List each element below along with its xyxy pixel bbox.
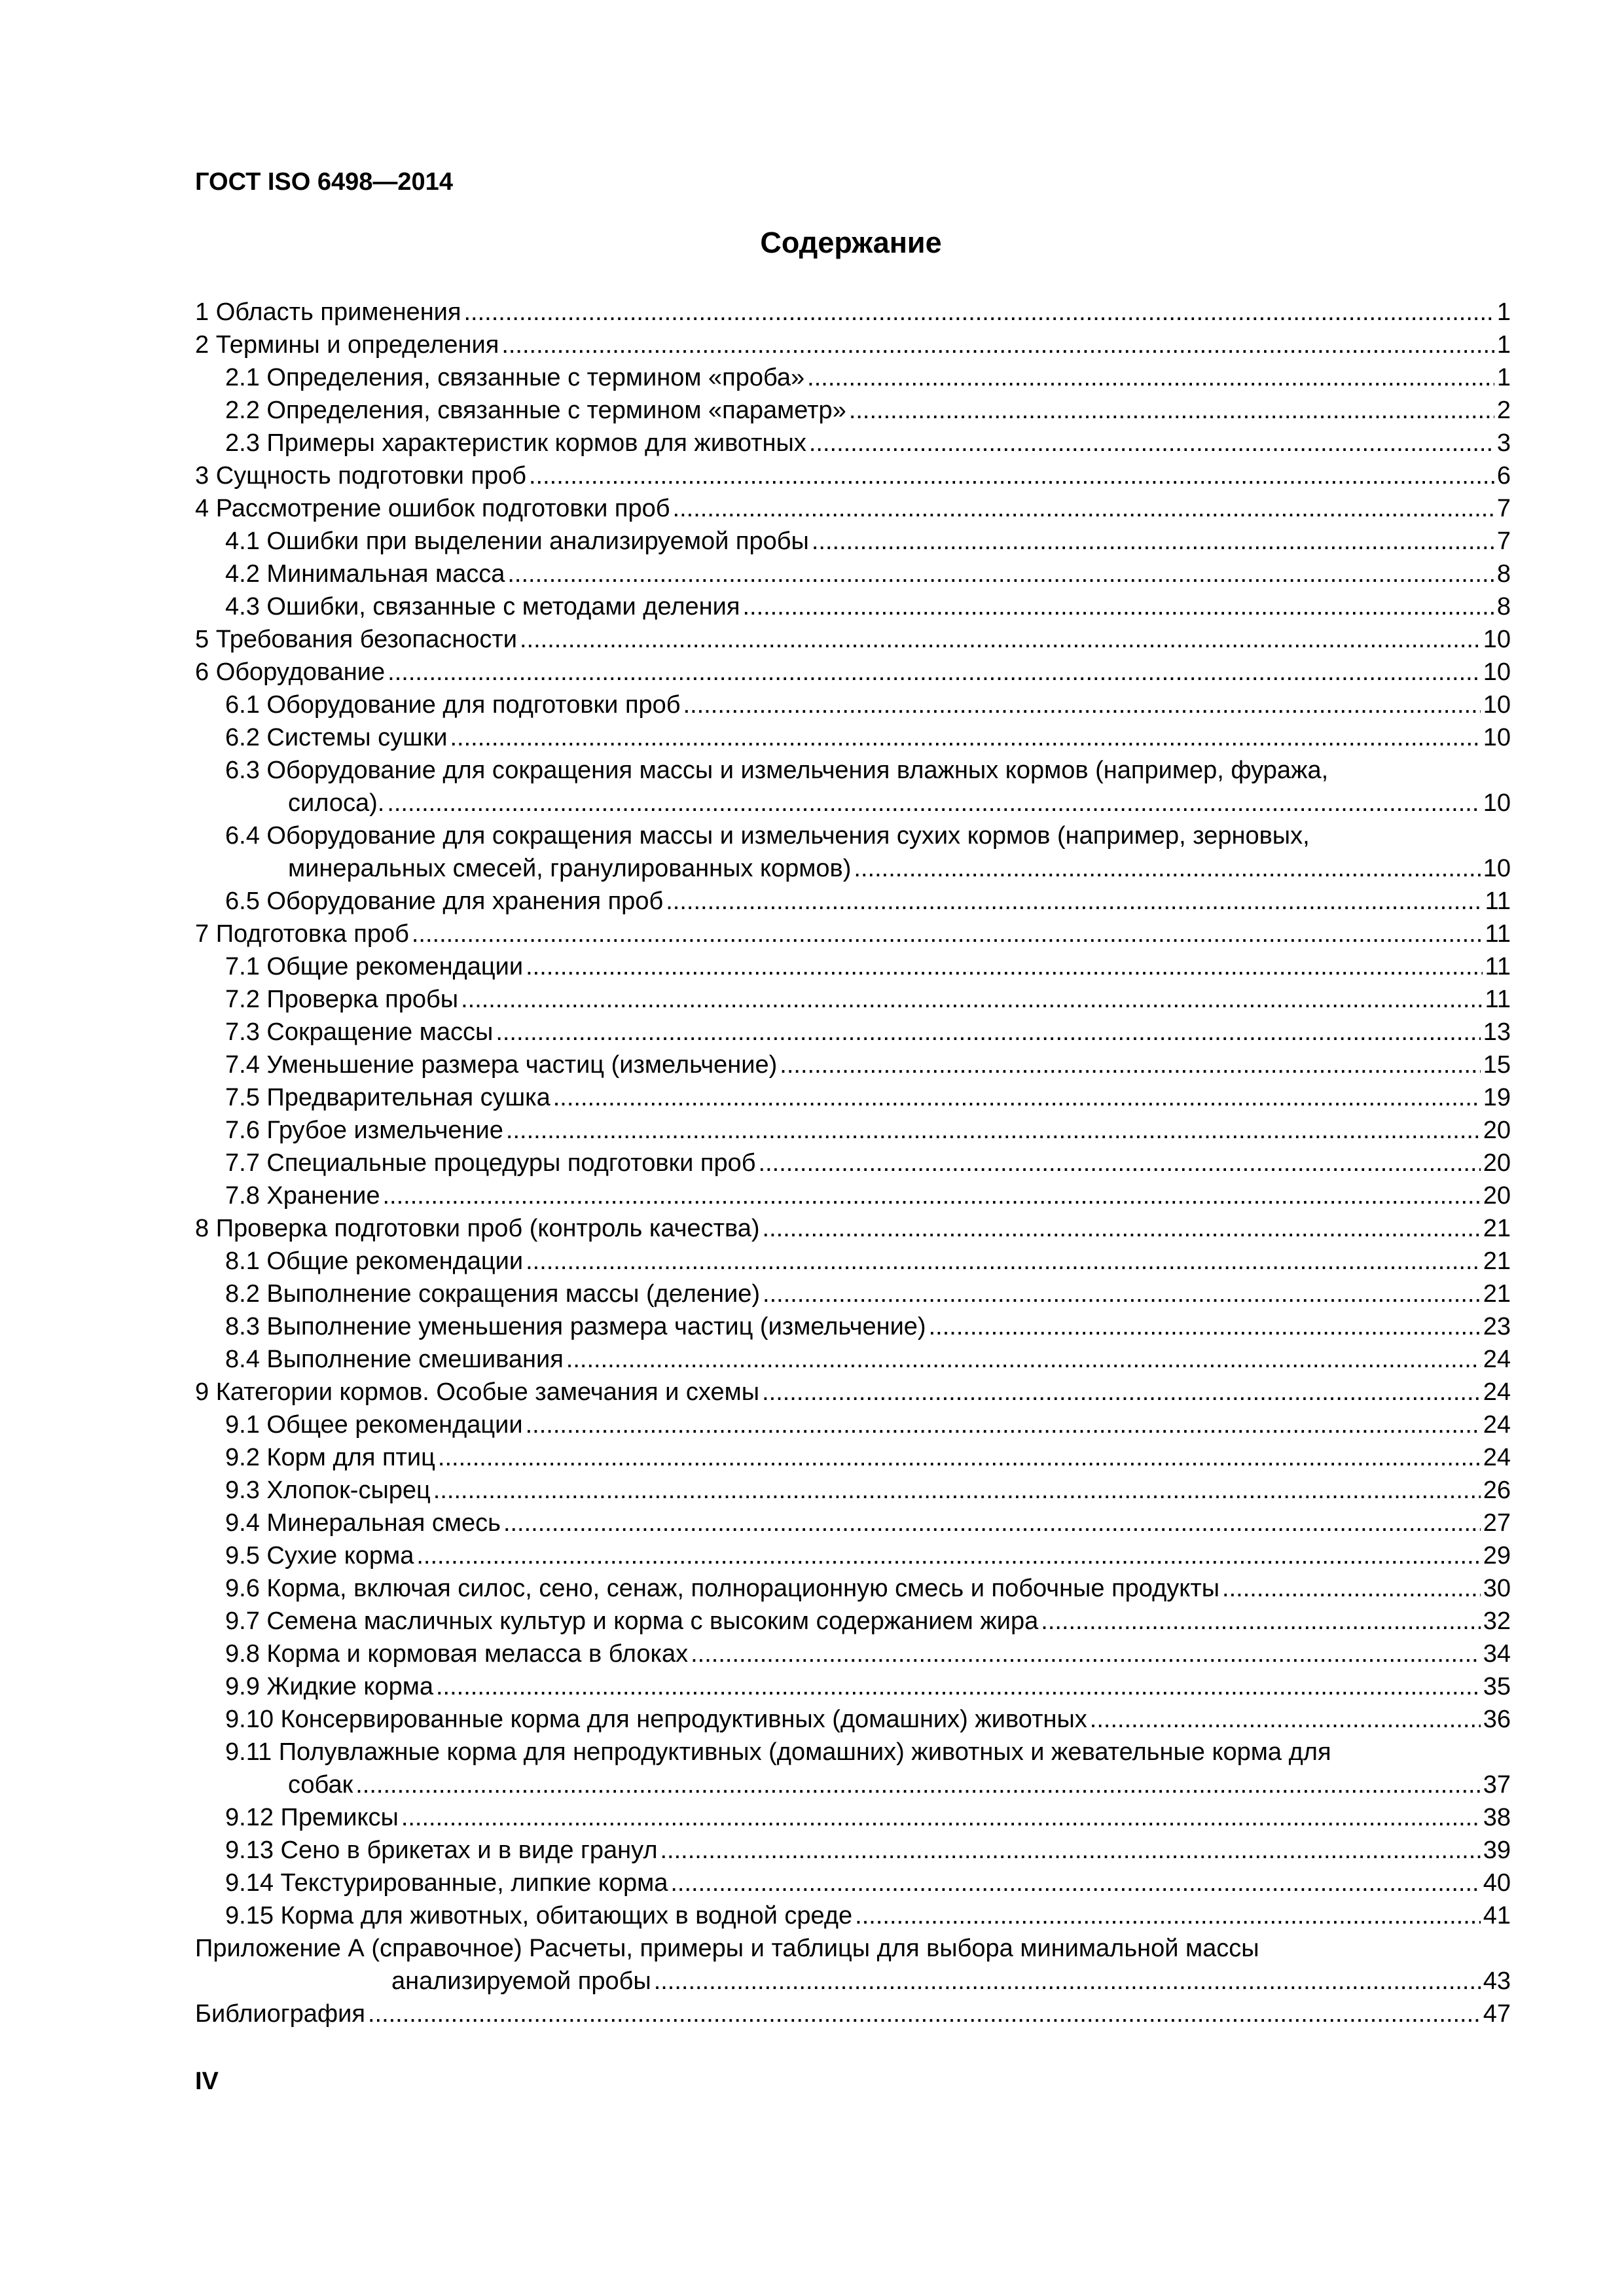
toc-entry[interactable] bbox=[195, 329, 1511, 361]
toc-entry[interactable] bbox=[195, 623, 1511, 656]
dot-leader bbox=[654, 1965, 1481, 1998]
dot-leader bbox=[526, 950, 1482, 983]
toc-entry-title: 4.3 Ошибки, связанные с методами деления bbox=[225, 593, 740, 620]
toc-entry-title: 4.1 Ошибки при выделении анализируемой пробы bbox=[225, 528, 809, 555]
toc-entry-page: 23 bbox=[1483, 1313, 1511, 1340]
toc-entry[interactable] bbox=[195, 1801, 1511, 1834]
toc-entry-row bbox=[195, 1801, 1511, 1834]
toc-entry-page: 1 bbox=[1496, 298, 1511, 326]
toc-entry-title: Библиография bbox=[195, 2000, 365, 2028]
dot-leader bbox=[433, 1474, 1481, 1507]
toc-entry-row bbox=[195, 1343, 1511, 1376]
toc-entry-title: 9.15 Корма для животных, обитающих в водной среде bbox=[225, 1902, 853, 1929]
toc-entry-line: Приложение А (справочное) Расчеты, примеры и таблицы для выбора минимальной массы bbox=[195, 1935, 1259, 1962]
toc-entry-title: 9.14 Текстурированные, липкие корма bbox=[225, 1869, 668, 1897]
toc-entry-title: 7 Подготовка проб bbox=[195, 920, 409, 948]
toc-entry-title: 4 Рассмотрение ошибок подготовки проб bbox=[195, 495, 670, 522]
toc-entry-page: 47 bbox=[1483, 2000, 1511, 2028]
toc-entry-page: 15 bbox=[1483, 1051, 1511, 1079]
toc-entry-row bbox=[195, 427, 1511, 459]
toc-entry-row bbox=[195, 885, 1511, 918]
toc-entry-title: 9.13 Сено в брикетах и в виде гранул bbox=[225, 1837, 658, 1864]
toc-entry-row bbox=[195, 296, 1511, 329]
toc-entry-title: 9.8 Корма и кормовая меласса в блоках bbox=[225, 1640, 689, 1668]
toc-entry[interactable] bbox=[195, 1343, 1511, 1376]
dot-leader bbox=[742, 590, 1494, 623]
dot-leader bbox=[412, 918, 1483, 950]
toc-entry[interactable] bbox=[195, 1474, 1511, 1507]
toc-entry-page: 11 bbox=[1485, 986, 1511, 1013]
toc-entry-title: 1 Область применения bbox=[195, 298, 461, 326]
toc-entry-row bbox=[195, 1899, 1511, 1932]
toc-entry[interactable] bbox=[195, 1867, 1511, 1899]
toc-entry-title: 7.7 Специальные процедуры подготовки проб bbox=[225, 1149, 756, 1177]
toc-entry-row bbox=[195, 492, 1511, 525]
toc-entry-page: 27 bbox=[1483, 1509, 1511, 1537]
toc-entry-title: 6 Оборудование bbox=[195, 658, 386, 686]
dot-leader bbox=[526, 1408, 1481, 1441]
toc-entry-page: 7 bbox=[1496, 528, 1511, 555]
toc-entry[interactable] bbox=[195, 525, 1511, 558]
dot-leader bbox=[683, 689, 1481, 721]
dot-leader bbox=[763, 1278, 1481, 1310]
toc-entry-title: 2.3 Примеры характеристик кормов для животных bbox=[225, 429, 806, 457]
toc-entry[interactable] bbox=[195, 1507, 1511, 1539]
toc-entry-title: 7.4 Уменьшение размера частиц (измельчение) bbox=[225, 1051, 778, 1079]
toc-entry[interactable] bbox=[195, 1016, 1511, 1049]
dot-leader bbox=[450, 721, 1481, 754]
toc-entry-page: 20 bbox=[1483, 1117, 1511, 1144]
dot-leader bbox=[388, 656, 1481, 689]
toc-entry[interactable] bbox=[195, 1310, 1511, 1343]
toc-entry-title: 9.10 Консервированные корма для непродуктивных (домашних) животных bbox=[225, 1706, 1087, 1733]
toc-entry-page: 6 bbox=[1496, 462, 1511, 490]
toc-entry-row bbox=[195, 1310, 1511, 1343]
toc-entry-row bbox=[195, 787, 1511, 819]
toc-entry-row bbox=[195, 329, 1511, 361]
toc-entry-row bbox=[195, 1278, 1511, 1310]
toc-entry-page: 10 bbox=[1483, 789, 1511, 817]
toc-entry-page: 41 bbox=[1483, 1902, 1511, 1929]
toc-entry-row bbox=[195, 1834, 1511, 1867]
dot-leader bbox=[368, 1998, 1481, 2030]
toc-entry-page: 43 bbox=[1483, 1967, 1511, 1995]
dot-leader bbox=[501, 329, 1494, 361]
toc-entry-page: 3 bbox=[1496, 429, 1511, 457]
dot-leader bbox=[1090, 1703, 1481, 1736]
toc-entry-title: 7.5 Предварительная сушка bbox=[225, 1084, 550, 1111]
toc-entry-title: 7.1 Общие рекомендации bbox=[225, 953, 524, 980]
toc-entry-title: 6.1 Оборудование для подготовки проб bbox=[225, 691, 681, 719]
dot-leader bbox=[849, 394, 1494, 427]
toc-entry-row bbox=[195, 1507, 1511, 1539]
toc-entry[interactable] bbox=[195, 427, 1511, 459]
dot-leader bbox=[387, 787, 1480, 819]
toc-entry-row bbox=[195, 1441, 1511, 1474]
toc-entry-row bbox=[195, 1670, 1511, 1703]
toc-entry-row bbox=[195, 1965, 1511, 1998]
toc-entry-title: 8.2 Выполнение сокращения массы (деление) bbox=[225, 1280, 761, 1308]
toc-entry-title: 9 Категории кормов. Особые замечания и схемы bbox=[195, 1378, 760, 1406]
toc-entry-title: 6.2 Системы сушки bbox=[225, 724, 448, 751]
toc-entry-title: 2.2 Определения, связанные с термином «параметр» bbox=[225, 397, 846, 424]
toc-entry[interactable] bbox=[195, 1899, 1511, 1932]
toc-entry-title: 9.2 Корм для птиц bbox=[225, 1444, 435, 1471]
toc-entry-page: 21 bbox=[1483, 1215, 1511, 1242]
dot-leader bbox=[809, 427, 1494, 459]
toc-entry[interactable] bbox=[195, 950, 1511, 983]
toc-entry[interactable] bbox=[195, 1638, 1511, 1670]
toc-entry[interactable] bbox=[195, 1670, 1511, 1703]
toc-title: Содержание bbox=[760, 226, 942, 259]
toc-entry[interactable] bbox=[195, 918, 1511, 950]
toc-entry-page: 24 bbox=[1483, 1346, 1511, 1373]
toc-entry-page: 20 bbox=[1483, 1149, 1511, 1177]
toc-entry-row bbox=[195, 1605, 1511, 1638]
dot-leader bbox=[503, 1507, 1481, 1539]
toc-entry-page: 11 bbox=[1485, 920, 1511, 948]
dot-leader bbox=[496, 1016, 1480, 1049]
toc-entry-page: 39 bbox=[1483, 1837, 1511, 1864]
dot-leader bbox=[566, 1343, 1481, 1376]
toc-entry-title: 9.4 Минеральная смесь bbox=[225, 1509, 501, 1537]
toc-entry-row bbox=[195, 1408, 1511, 1441]
toc-entry-row bbox=[195, 1049, 1511, 1081]
toc-entry-page: 10 bbox=[1483, 691, 1511, 719]
toc-entry-page: 26 bbox=[1483, 1477, 1511, 1504]
toc-entry-page: 10 bbox=[1483, 855, 1511, 882]
toc-entry-page: 11 bbox=[1485, 888, 1511, 915]
toc-entry-line: 6.4 Оборудование для сокращения массы и измельчения сухих кормов (например, зерновых, bbox=[225, 822, 1310, 850]
toc-entry[interactable] bbox=[195, 1212, 1511, 1245]
toc-entry-row bbox=[195, 1998, 1511, 2030]
toc-entry-row bbox=[195, 459, 1511, 492]
toc-entry-title: 9.9 Жидкие корма bbox=[225, 1673, 433, 1700]
toc-entry-row bbox=[195, 689, 1511, 721]
toc-entry-title: 8.1 Общие рекомендации bbox=[225, 1247, 524, 1275]
dot-leader bbox=[691, 1638, 1481, 1670]
toc-entry-page: 10 bbox=[1483, 658, 1511, 686]
toc-entry[interactable] bbox=[195, 819, 1511, 885]
dot-leader bbox=[1222, 1572, 1481, 1605]
toc-entry-title: 5 Требования безопасности bbox=[195, 626, 517, 653]
dot-leader bbox=[382, 1179, 1480, 1212]
dot-leader bbox=[436, 1670, 1481, 1703]
toc-entry-page: 30 bbox=[1483, 1575, 1511, 1602]
toc-entry[interactable] bbox=[195, 1081, 1511, 1114]
toc-entry[interactable] bbox=[195, 459, 1511, 492]
toc-entry[interactable] bbox=[195, 1114, 1511, 1147]
toc-entry-page: 32 bbox=[1483, 1607, 1511, 1635]
toc-entry-row bbox=[195, 721, 1511, 754]
toc-entry-title: 9.3 Хлопок-сырец bbox=[225, 1477, 431, 1504]
toc-entry-title: 4.2 Минимальная масса bbox=[225, 560, 505, 588]
toc-entry-page: 11 bbox=[1485, 953, 1511, 980]
dot-leader bbox=[1041, 1605, 1480, 1638]
toc-entry-row bbox=[195, 1638, 1511, 1670]
toc-entry-row bbox=[195, 1539, 1511, 1572]
dot-leader bbox=[461, 983, 1482, 1016]
toc-entry[interactable] bbox=[195, 590, 1511, 623]
toc-entry[interactable] bbox=[195, 721, 1511, 754]
toc-entry-row bbox=[195, 361, 1511, 394]
toc-entry[interactable] bbox=[195, 1539, 1511, 1572]
toc-entry-title: 2.1 Определения, связанные с термином «проба» bbox=[225, 364, 805, 391]
toc-entry-row bbox=[195, 525, 1511, 558]
toc-entry-row bbox=[195, 558, 1511, 590]
toc-entry-title: 7.6 Грубое измельчение bbox=[225, 1117, 503, 1144]
dot-leader bbox=[529, 459, 1494, 492]
toc-entry-title: 6.5 Оборудование для хранения проб bbox=[225, 888, 664, 915]
toc-entry-row bbox=[195, 1474, 1511, 1507]
dot-leader bbox=[506, 1114, 1481, 1147]
toc-entry[interactable] bbox=[195, 492, 1511, 525]
toc-entry-row bbox=[195, 1572, 1511, 1605]
toc-entry-page: 13 bbox=[1483, 1018, 1511, 1046]
toc-entry-page: 1 bbox=[1496, 331, 1511, 359]
toc-entry-title: 9.5 Сухие корма bbox=[225, 1542, 414, 1570]
toc-entry[interactable] bbox=[195, 1245, 1511, 1278]
page-number-roman: IV bbox=[195, 2068, 219, 2095]
toc-entry[interactable] bbox=[195, 1278, 1511, 1310]
toc-entry-page: 2 bbox=[1496, 397, 1511, 424]
toc-entry[interactable] bbox=[195, 1736, 1511, 1801]
toc-entry-row bbox=[195, 590, 1511, 623]
toc-entry[interactable] bbox=[195, 1572, 1511, 1605]
toc-entry-line: 9.11 Полувлажные корма для непродуктивных (домашних) животных и жевательные корма для bbox=[225, 1738, 1331, 1766]
dot-leader bbox=[520, 623, 1481, 656]
toc-entry-title: 3 Сущность подготовки проб bbox=[195, 462, 526, 490]
toc-entry-row bbox=[195, 1016, 1511, 1049]
toc-entry-title: 9.12 Премиксы bbox=[225, 1804, 399, 1831]
toc-entry-row bbox=[195, 983, 1511, 1016]
toc-entry-page: 8 bbox=[1496, 593, 1511, 620]
toc-entry-title: 7.3 Сокращение массы bbox=[225, 1018, 494, 1046]
dot-leader bbox=[763, 1212, 1481, 1245]
toc-entry-row bbox=[195, 1114, 1511, 1147]
document-code: ГОСТ ISO 6498—2014 bbox=[195, 168, 453, 196]
toc-entry[interactable] bbox=[195, 1049, 1511, 1081]
toc-entry-title: 8.4 Выполнение смешивания bbox=[225, 1346, 564, 1373]
toc-entry-row bbox=[195, 1179, 1511, 1212]
toc-entry-title: 9.1 Общее рекомендации bbox=[225, 1411, 523, 1439]
toc-entry[interactable] bbox=[195, 394, 1511, 427]
dot-leader bbox=[416, 1539, 1480, 1572]
dot-leader bbox=[759, 1147, 1481, 1179]
dot-leader bbox=[673, 492, 1494, 525]
toc-entry[interactable] bbox=[195, 1179, 1511, 1212]
toc-entry-page: 34 bbox=[1483, 1640, 1511, 1668]
dot-leader bbox=[438, 1441, 1481, 1474]
toc-entry-title: силоса). bbox=[288, 789, 385, 817]
toc-entry-row bbox=[195, 623, 1511, 656]
dot-leader bbox=[401, 1801, 1481, 1834]
toc-entry-page: 35 bbox=[1483, 1673, 1511, 1700]
toc-entry[interactable] bbox=[195, 1605, 1511, 1638]
toc-entry-row bbox=[195, 852, 1511, 885]
toc-entry-row bbox=[195, 394, 1511, 427]
toc-entry-title: 2 Термины и определения bbox=[195, 331, 499, 359]
toc-entry-page: 21 bbox=[1483, 1247, 1511, 1275]
toc-entry-title: 7.2 Проверка пробы bbox=[225, 986, 459, 1013]
toc-entry[interactable] bbox=[195, 656, 1511, 689]
toc-entry-page: 1 bbox=[1496, 364, 1511, 391]
toc-entry-title: 7.8 Хранение bbox=[225, 1182, 380, 1210]
toc-entry[interactable] bbox=[195, 558, 1511, 590]
toc-entry-title: минеральных смесей, гранулированных кормов) bbox=[288, 855, 852, 882]
toc-entry[interactable] bbox=[195, 1998, 1511, 2030]
toc-entry[interactable] bbox=[195, 296, 1511, 329]
toc-entry[interactable] bbox=[195, 689, 1511, 721]
dot-leader bbox=[812, 525, 1494, 558]
dot-leader bbox=[807, 361, 1494, 394]
toc-entry-row bbox=[195, 950, 1511, 983]
dot-leader bbox=[854, 852, 1480, 885]
toc-entry[interactable] bbox=[195, 1376, 1511, 1408]
toc-entry-row bbox=[195, 1212, 1511, 1245]
dot-leader bbox=[929, 1310, 1481, 1343]
table-of-contents bbox=[195, 296, 1511, 2030]
toc-entry-page: 36 bbox=[1483, 1706, 1511, 1733]
toc-entry-page: 37 bbox=[1483, 1771, 1511, 1799]
toc-entry-page: 20 bbox=[1483, 1182, 1511, 1210]
toc-entry-page: 10 bbox=[1483, 626, 1511, 653]
toc-entry-page: 19 bbox=[1483, 1084, 1511, 1111]
toc-entry[interactable] bbox=[195, 1932, 1511, 1998]
dot-leader bbox=[507, 558, 1494, 590]
toc-entry-page: 10 bbox=[1483, 724, 1511, 751]
toc-entry-row bbox=[195, 1147, 1511, 1179]
dot-leader bbox=[762, 1376, 1481, 1408]
dot-leader bbox=[553, 1081, 1481, 1114]
dot-leader bbox=[855, 1899, 1481, 1932]
toc-entry[interactable] bbox=[195, 1703, 1511, 1736]
toc-entry-page: 38 bbox=[1483, 1804, 1511, 1831]
dot-leader bbox=[660, 1834, 1481, 1867]
toc-entry[interactable] bbox=[195, 885, 1511, 918]
toc-entry-title: 9.7 Семена масличных культур и корма с высоким содержанием жира bbox=[225, 1607, 1039, 1635]
toc-entry-page: 24 bbox=[1483, 1378, 1511, 1406]
toc-entry-page: 24 bbox=[1483, 1411, 1511, 1439]
dot-leader bbox=[666, 885, 1482, 918]
toc-entry[interactable] bbox=[195, 754, 1511, 819]
dot-leader bbox=[463, 296, 1494, 329]
toc-entry-row bbox=[195, 918, 1511, 950]
toc-entry-page: 40 bbox=[1483, 1869, 1511, 1897]
toc-entry-title: 9.6 Корма, включая силос, сено, сенаж, полнорационную смесь и побочные продукты bbox=[225, 1575, 1220, 1602]
toc-entry-title: собак bbox=[288, 1771, 353, 1799]
dot-leader bbox=[780, 1049, 1480, 1081]
toc-entry[interactable] bbox=[195, 1441, 1511, 1474]
toc-entry-title: 8.3 Выполнение уменьшения размера частиц (измельчение) bbox=[225, 1313, 926, 1340]
toc-entry-title: анализируемой пробы bbox=[391, 1967, 651, 1995]
toc-entry-page: 8 bbox=[1496, 560, 1511, 588]
toc-entry-page: 29 bbox=[1483, 1542, 1511, 1570]
toc-entry-row bbox=[195, 656, 1511, 689]
toc-entry-row bbox=[195, 1376, 1511, 1408]
toc-entry-row bbox=[195, 1768, 1511, 1801]
dot-leader bbox=[526, 1245, 1481, 1278]
toc-entry-row bbox=[195, 1867, 1511, 1899]
toc-entry-row bbox=[195, 1703, 1511, 1736]
toc-entry[interactable] bbox=[195, 1834, 1511, 1867]
dot-leader bbox=[355, 1768, 1481, 1801]
toc-entry-line: 6.3 Оборудование для сокращения массы и измельчения влажных кормов (например, фуража, bbox=[225, 757, 1329, 784]
toc-entry-row bbox=[195, 1245, 1511, 1278]
toc-entry-page: 24 bbox=[1483, 1444, 1511, 1471]
toc-entry[interactable] bbox=[195, 1408, 1511, 1441]
toc-entry[interactable] bbox=[195, 1147, 1511, 1179]
toc-entry-page: 7 bbox=[1496, 495, 1511, 522]
toc-entry[interactable] bbox=[195, 361, 1511, 394]
toc-entry-title: 8 Проверка подготовки проб (контроль качества) bbox=[195, 1215, 760, 1242]
toc-entry-row bbox=[195, 1081, 1511, 1114]
dot-leader bbox=[670, 1867, 1480, 1899]
toc-entry-page: 21 bbox=[1483, 1280, 1511, 1308]
toc-entry[interactable] bbox=[195, 983, 1511, 1016]
